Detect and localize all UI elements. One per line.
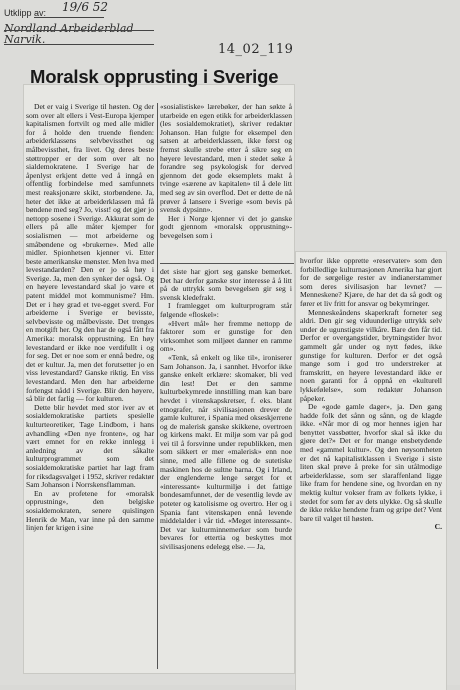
clipping-stamp-label: Utklipp av: [4,8,47,18]
clipping-source-city: Narvik. [4,33,46,46]
column2-paragraph: Her i Norge kjenner vi det jo ganske godt gjennom «moralsk opprustning»-bevegelsen som i [160,213,292,240]
column1-paragraph: Dette blir hevdet med stor iver av et sosialdemokratiske partiets spesielle kulturteoretiker, Tage Lindbom, i hans avhandling «Den nye fronten», og har vært emnet for en rekke innlegg i anledning av det såkalte kulturprogrammet som det sosialdemokratiske partiet har lagt fram for riksdagsvalget i 1952, skriver redaktør Sam Johanson i Norrskensflamman. [26,402,154,490]
column4-paragraph: De «gode gamle dager», ja. Den gang hadde folk det sånn og sånn, og de klagde ikke. «Når mor di og mor hennes igjen har benyttet vassbøtter, hvorfor skal så ikke du gjøre det?» Det er for mange ensbetydende med «gammel kultur». Og den nøysomheten er det nå kapitalistklassen i Sverige i siste liten skal prøve å preke for sin utålmodige arbeiderklasse, som ser slaraffenland ligge like fram for hendene sine, og hvordan en ny mektig kultur vokser fram av folkets lykke, i stedet for som før av dets ulykke. Og så skulle de ikke rekke hendene fram og gripe det? Vent bare til valget til høsten. [300,402,442,523]
article-signature: C. [434,522,442,532]
column3-paragraph: «Hvert mål» her fremme nettopp de faktorer som er gunstige for den virksomhet som miljøet danner en ramme om». [160,318,292,354]
column3-paragraph: I framlegget om kulturprogram står følgende «floskel»: [160,301,292,319]
stamp-source-line [4,30,154,31]
clipping-date: 19/6 52 [62,0,109,14]
article-column-2 [160,103,292,261]
column-divider [157,103,158,669]
archive-code: 14_02_119 [218,42,294,57]
column3-paragraph: «Tenk, så enkelt og like til», ironiserer Sam Johanson. Ja, i sannhet. Hvorfor ikke ganske enkelt erklære: skomaker, bli ved din lest! Det er den samme kulturbekymrede innstilling man kan bare hevdet i vitenskapskretser, f. eks. blant etnografer, når sivilisasjonen drever de gamle kulturer, i Spania med okseskjerrene og de malerisk ganske skikkene, overtroen og kirkens makt. Et miljø som var på god vei til å forsvinne under republikken, men som sikkert er mer «malerisk» enn noe sinne, med alle fillene og de sutetiske maskinen hos de sultne barna. Og i Irland, der englenderne lenge sørget for et «interessant» kulturmiljø i det fattige bondesamfunnet, der de vesentlig levde av poteter og katolisisme og overtro. Her og i Spania fant vitenskapen ennå levende middelalder i vår tid. «Meget interessant». Det var kulturminnemerker som burde bevares for ettertia og beskyttes mot sivilisasjonens edelegg else. — Ja, [160,352,292,551]
column4-paragraph: hvorfor ikke opprette «reservater» som den forbilledlige kulturnasjonen Amerika har gjort for de sørgelige rester av indianerstammer som deres sivilisasjon har levnet? — Menneskene? Kjære, de har det da så godt og fører et liv fritt for ansvar og bekymringer. [300,257,442,308]
column1-paragraph: En av profetene for «moralsk opprustning», den belgiske sosialdemokraten, senere quislingen Henrik de Man, var inne på den samme linjen før krigen i sine [26,488,154,533]
article-column-4 [300,257,442,687]
article-column-1 [26,103,154,671]
article-headline: Moralsk opprusting i Sverige [30,66,279,87]
column2-paragraph: «sosialistiske» lærebøker, der han søkte å utarbeide en egen etikk for arbeiderklassen (les sosialdemokratiet), skriver redaktør Johanson. Han fulgte for eksempel den satsen at arbeiderklassen, ikke først og fremst skulle strebe etter å sikre seg en høyere levestandard, men i stedet søke å forandre seg psykologisk for derved gjennom det gode eksemplets makt å tvinge «særene av kapitalen» til å dele litt med seg av sin overflod. Det er dette de nå prøver å lansere i Sverige «som bevis på svensk dypsinn». [160,103,292,215]
column1-paragraph: Det er vaig i Sverige til høsten. Og der som over alt ellers i Vest-Europa kjemper kapitalismen fortvilt og med alle midler for å holde den truende fienden: arbeiderklassens selvbevissthet og målbevissthet, fra livet. Og deres beste støttropper er der som over alt no sialdemokratene. I Sverige har de åpenlyst erkjent dette ved å inngå en offentlig forbindelse med samfunnets mest reaksjonære skikt, storbøndene. Ja, heter det ikke at arbeiderklassen må få bøndene med seg? Jo, visst! og det gjør jo nettopp sosene i Sverige. Akkurat som de ellers på alle måter kjemper for sosialismen — mot arbeiderne og småbøndene og «brukerne». Med alle midler. Spionhetsen kjenner vi. Etter beste amerikanske mønster. Men hva med levestandarden? Den er jo så høy i Sverige. Ja, men den synker der også. Og en høyere levestandard skal jo være et patent middel mot kommunisme? Hm. Det er i høy grad et tve-egget sverd. For arbeiderne i Sverige er bevisste, selvbevisste og målbevisste. Det trenges en motgift her. Og den har de også fått fra Amerika: moralsk opprustning. En høy levestandard er ikke noe verdifullt i og for seg. Det er noe som er ennå bedre, og det er kultur. Ja, men det forutsetter jo en viss levestandard? Ganske riktig. En viss levestandard. Men den har arbeiderne forlengst nådd i Sverige. Blir den høyere, så blir det farlig — for kulturen. [26,103,154,404]
column3-paragraph: det siste har gjort seg ganske bemerket. Det har derfor ganske stor interesse å å litt på de uttrykk som bevegelsen gir seg i svensk kledefrakt. [160,268,292,302]
article-column-3 [160,268,292,668]
section-divider [160,263,294,264]
stamp-date-line [34,17,104,18]
stamp-city-line [4,44,154,45]
column4-paragraph: Menneskeåndens skaperkraft forneter seg aldri. Den gir seg viduunderlige uttrykk selv under de ugunstigste vilkåre. Bare den får tid. Derfor er overgangstider, brytningstider hvor gammelt går under og nytt fødes, ikke gunstige for kulturen. Derfor er det også mange som i god tro understreker at framskritt, en høyere levestandard ikke er noen garanti for å oppnå en «kulturell lykkefølelse», som redaktør Johanson påpeker. [300,307,442,403]
clipping-source-newspaper: Nordland Arbeiderblad [4,22,134,35]
